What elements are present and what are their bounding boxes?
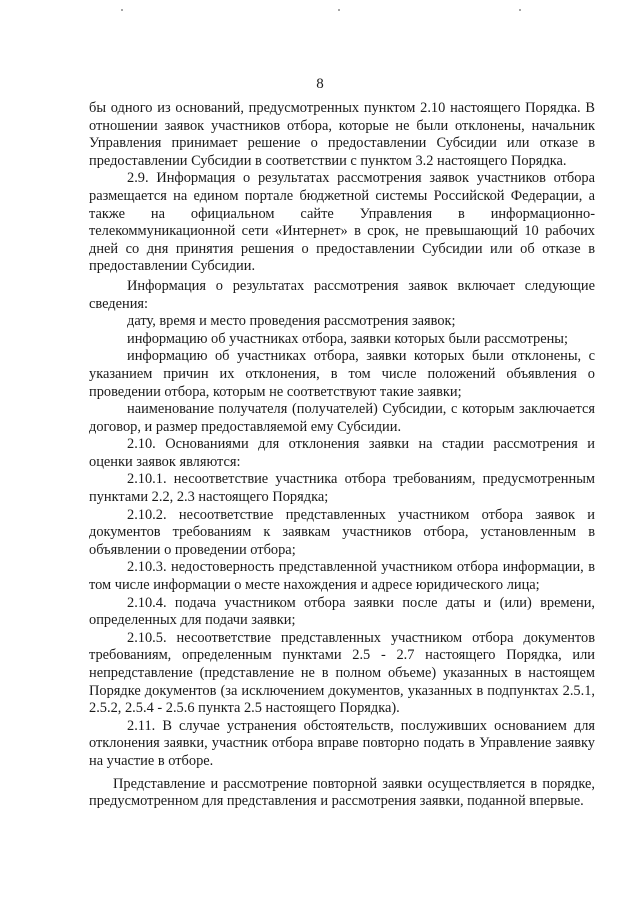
scan-speck: [338, 9, 340, 11]
paragraph-2-10-3: 2.10.3. недостоверность представленной участником отбора информации, в том числе информации о месте нахождения и адресе юридического лица;: [89, 559, 595, 594]
paragraph-2-10-2: 2.10.2. несоответствие представленных участником отбора заявок и документов требованиям к заявкам участников отбора, установленным в объявлении о проведении отбора;: [89, 506, 595, 558]
scan-speck: [519, 9, 521, 11]
paragraph-2-10-5: 2.10.5. несоответствие представленных участником отбора документов требованиям, определенным пунктами 2.5 - 2.7 настоящего Порядка, или непредставление (представление не в полном объеме) указанных в настоящем Порядке документов (за исключением документов, указанных в подпунктах 2.5.1, 2.5.2, 2.5.4 - 2.5.6 пункта 2.5 настоящего Порядка).: [89, 629, 595, 717]
paragraph-2-10-4: 2.10.4. подача участником отбора заявки после даты и (или) времени, определенных для подачи заявки;: [89, 594, 595, 629]
list-item-considered: информацию об участниках отбора, заявки которых были рассмотрены;: [127, 330, 568, 347]
paragraph-2-10: 2.10. Основаниями для отклонения заявки на стадии рассмотрения и оценки заявок являются:: [89, 436, 595, 470]
paragraph-2-10-1: 2.10.1. несоответствие участника отбора требованиям, предусмотренным пунктами 2.2, 2.3 настоящего Порядка;: [89, 471, 595, 506]
scan-speck: [121, 9, 123, 11]
paragraph-info-includes: Информация о результатах рассмотрения заявок включает следующие сведения:: [89, 277, 595, 312]
page-number: 8: [316, 76, 324, 92]
list-item-date: дату, время и место проведения рассмотрения заявок;: [127, 313, 456, 330]
list-item-recipient: наименование получателя (получателей) Субсидии, с которым заключается договор, и размер предоставляемой ему Субсидии.: [89, 401, 595, 435]
paragraph-2-11: 2.11. В случае устранения обстоятельств, послуживших основанием для отклонения заявки, участник отбора вправе повторно подать в Управление заявку на участие в отборе.: [89, 717, 595, 769]
document-body: [89, 100, 595, 811]
list-item-rejected: информацию об участниках отбора, заявки которых были отклонены, с указанием причин их отклонения, в том числе положений объявления о проведении отбора, которым не соответствуют такие заявки;: [89, 348, 595, 400]
paragraph-continuation: бы одного из оснований, предусмотренных пунктом 2.10 настоящего Порядка. В отношении заявок участников отбора, которые не были отклонены, начальник Управления принимает решение о предоставлении Субсидии или отказе в предоставлении Субсидии в соответствии с пунктом 3.2 настоящего Порядка.: [89, 100, 595, 169]
paragraph-2-9: 2.9. Информация о результатах рассмотрения заявок участников отбора размещается на едином портале бюджетной системы Российской Федерации, а также на официальном сайте Управления в информационно-телекоммуникационной сети «Интернет» в срок, не превышающий 10 рабочих дней со дня принятия решения о предоставлении Субсидии или об отказе в предоставлении Субсидии.: [89, 170, 595, 275]
paragraph-resubmission: Представление и рассмотрение повторной заявки осуществляется в порядке, предусмотренном для представления и рассмотрения заявки, поданной впервые.: [89, 775, 595, 810]
